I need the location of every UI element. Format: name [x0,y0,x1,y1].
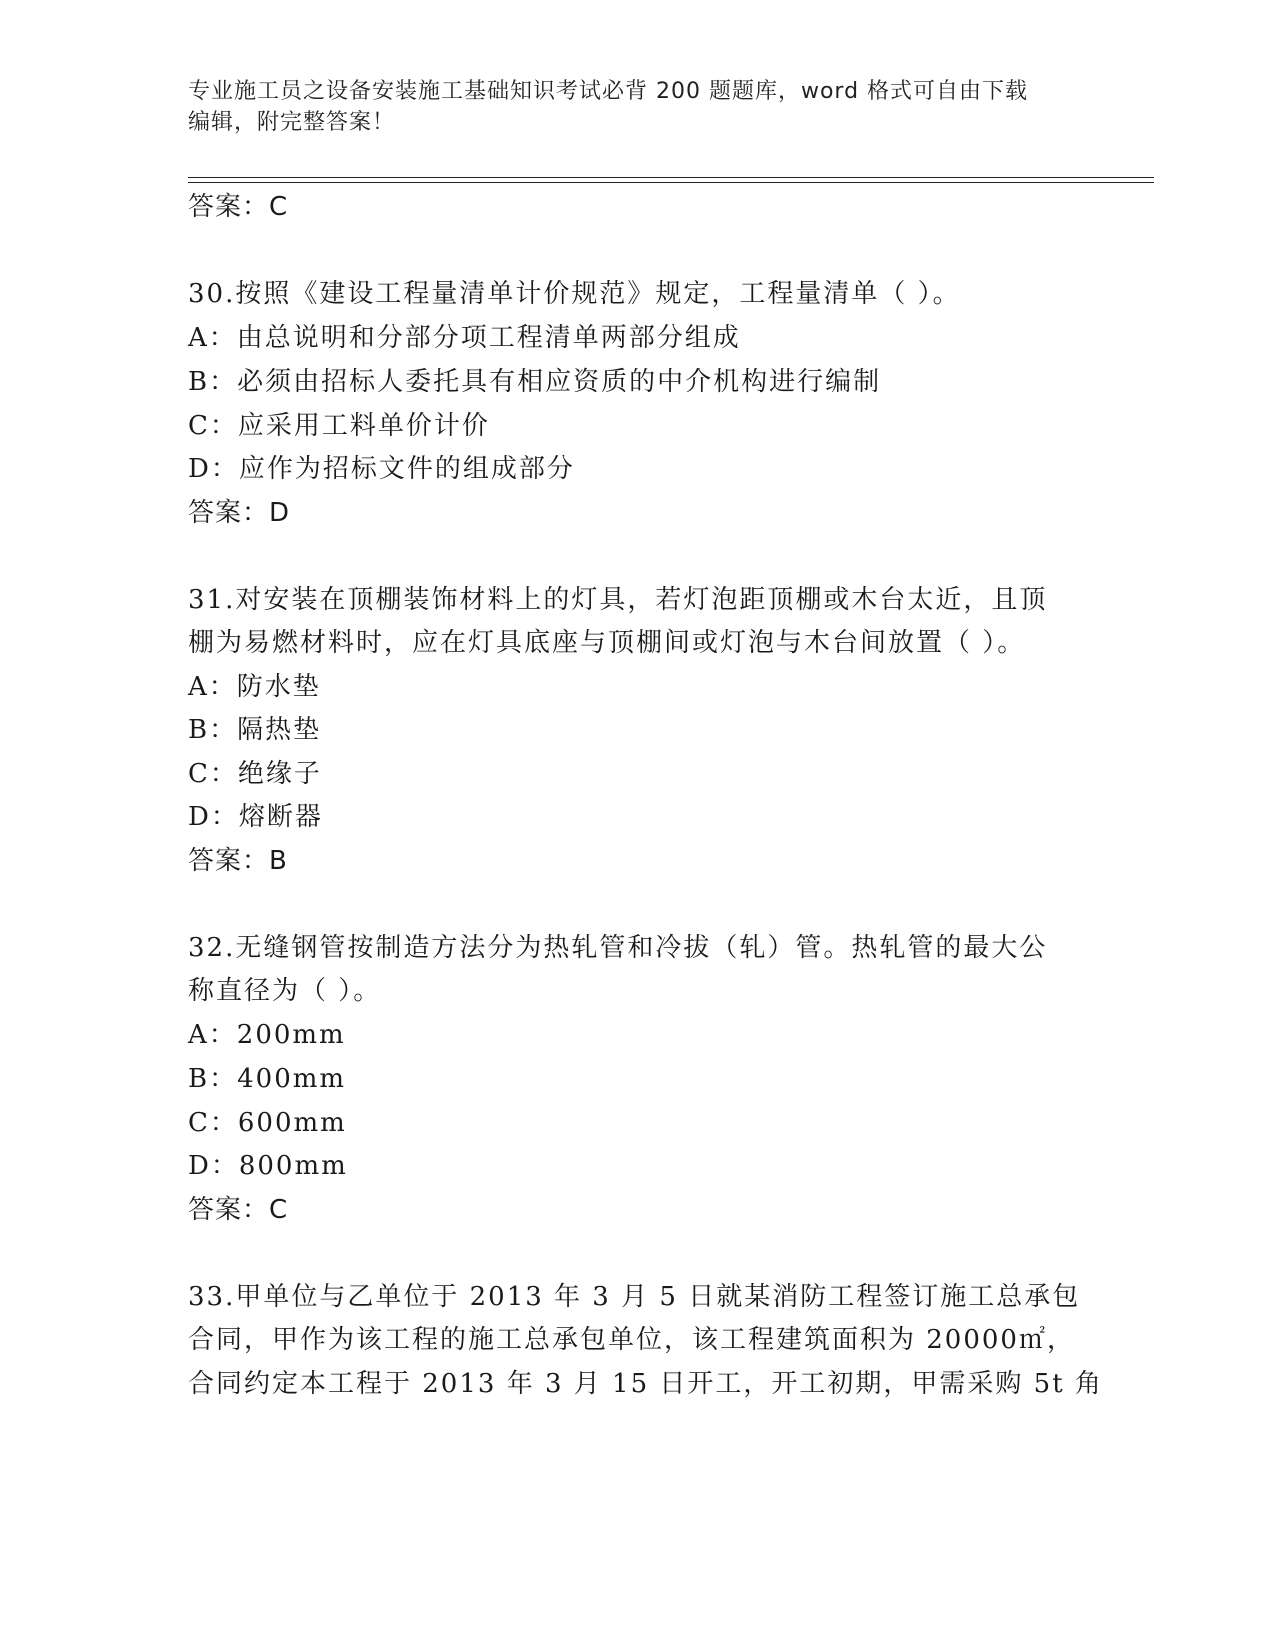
question-30-answer: 答案：D [188,498,291,528]
header-rule-top [188,177,1154,178]
question-31-answer: 答案：B [188,846,288,876]
question-33-stem-line-1: 33.甲单位与乙单位于 2013 年 3 月 5 日就某消防工程签订施工总承包 [188,1282,1081,1312]
question-31-stem-line-1: 31.对安装在顶棚装饰材料上的灯具，若灯泡距顶棚或木台太近，且顶 [188,585,1048,615]
answer-previous: 答案：C [188,192,289,222]
question-32-stem-line-1: 32.无缝钢管按制造方法分为热轧管和冷拔（轧）管。热轧管的最大公 [188,933,1048,963]
question-32-option-a: A：200mm [188,1020,346,1050]
header-rule-bottom [188,182,1154,183]
question-32-option-b: B：400mm [188,1064,347,1094]
question-33-stem-line-2: 合同，甲作为该工程的施工总承包单位，该工程建筑面积为 20000㎡， [188,1325,1075,1355]
question-33-stem-line-3: 合同约定本工程于 2013 年 3 月 15 日开工，开工初期，甲需采购 5t 角 [188,1369,1103,1399]
question-31-stem-line-2: 棚为易燃材料时，应在灯具底座与顶棚间或灯泡与木台间放置（ ）。 [188,628,1026,658]
question-32-stem-line-2: 称直径为（ ）。 [188,976,382,1006]
header-line-2: 编辑，附完整答案！ [188,110,396,135]
question-32-option-d: D：800mm [188,1151,348,1181]
question-30-option-d: D：应作为招标文件的组成部分 [188,454,575,484]
question-31-option-a: A：防水垫 [188,672,321,702]
question-31-option-d: D：熔断器 [188,802,323,832]
question-30-option-c: C：应采用工料单价计价 [188,411,490,441]
question-32-option-c: C：600mm [188,1108,347,1138]
question-30-option-b: B：必须由招标人委托具有相应资质的中介机构进行编制 [188,367,882,397]
question-31-option-c: C：绝缘子 [188,759,322,789]
question-30-option-a: A：由总说明和分部分项工程清单两部分组成 [188,323,741,353]
question-32-answer: 答案：C [188,1195,289,1225]
header-line-1: 专业施工员之设备安装施工基础知识考试必背 200 题题库，word 格式可自由下载 [188,79,1029,104]
page-header [188,76,1088,138]
question-30-stem-line-1: 30.按照《建设工程量清单计价规范》规定，工程量清单（ ）。 [188,279,961,309]
question-31-option-b: B：隔热垫 [188,715,322,745]
